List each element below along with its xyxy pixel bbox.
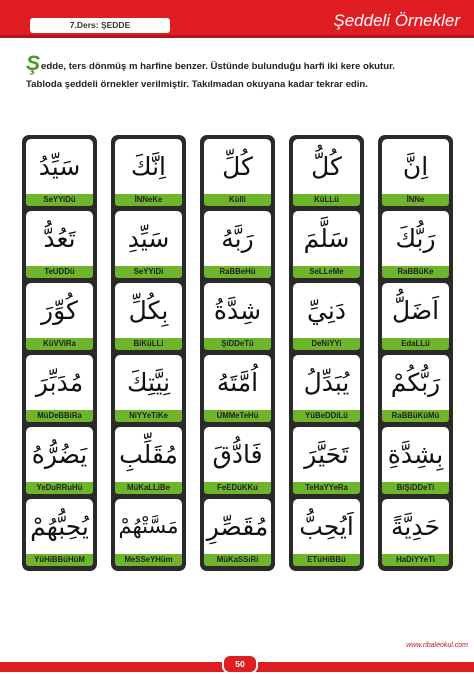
example-card (293, 355, 360, 422)
arabic-word: بِكُلِّ (128, 296, 169, 325)
arabic-word: كُلِّ (222, 152, 253, 181)
arabic-word: مَسَّتْهُمْ (118, 514, 179, 538)
arabic-word: بِشِدَّةِ (387, 440, 444, 469)
example-card (382, 139, 449, 206)
example-column-3 (200, 135, 275, 571)
example-card (382, 211, 449, 278)
page-title: Şeddeli Örnekler (333, 11, 460, 30)
arabic-word: سَيِّدِ (127, 224, 170, 253)
example-card (115, 139, 182, 206)
example-column-5 (378, 135, 453, 571)
arabic-word: رَبُّكَ (395, 224, 436, 253)
example-card (115, 499, 182, 566)
example-card (115, 283, 182, 350)
arabic-word: رَبُّكُمْ (390, 368, 441, 397)
example-card (115, 427, 182, 494)
example-card (26, 499, 93, 566)
example-card (204, 355, 271, 422)
example-card (293, 427, 360, 494)
example-card (204, 283, 271, 350)
transliteration-label: YeDuRRuHü (26, 482, 93, 494)
instruction-line-2: Tabloda şeddeli örnekler verilmiştir. Takılmadan okuyana kadar tekrar edin. (26, 79, 368, 90)
example-column-4 (289, 135, 364, 571)
arabic-word: اِنَّ (402, 152, 429, 181)
transliteration-label: SeYYiDi (115, 266, 182, 278)
transliteration-label: MeSSeYHüm (115, 554, 182, 566)
example-card (115, 355, 182, 422)
example-card (293, 283, 360, 350)
transliteration-label: TeHaYYeRa (293, 482, 360, 494)
transliteration-label: SeYYiDü (26, 194, 93, 206)
example-card (293, 499, 360, 566)
example-card (382, 499, 449, 566)
arabic-word: سَيِّدُ (38, 152, 81, 181)
arabic-word: حَدِيَّةً (391, 512, 440, 541)
page-header (0, 0, 474, 38)
instruction-text (26, 52, 456, 94)
example-column-1 (22, 135, 97, 571)
arabic-word: مُدَبِّرَ (35, 368, 84, 397)
example-card (382, 283, 449, 350)
transliteration-label: BiKüLLi (115, 338, 182, 350)
transliteration-label: RaBBüKüMü (382, 410, 449, 422)
arabic-word: مُقَصِّرِ (206, 512, 269, 541)
transliteration-label: RaBBüKe (382, 266, 449, 278)
example-card (26, 355, 93, 422)
arabic-word: فَادُّقَ (212, 440, 263, 469)
arabic-word: اُمَّتَهُ (216, 368, 259, 397)
example-card (26, 283, 93, 350)
arabic-word: سَلَّمَ (303, 224, 350, 253)
example-card (204, 499, 271, 566)
transliteration-label: HaDiYYeTi (382, 554, 449, 566)
arabic-word: دَنِيِّ (307, 296, 346, 325)
arabic-word: يَضُرُّهُ (31, 440, 88, 469)
example-card (26, 427, 93, 494)
example-card (26, 139, 93, 206)
transliteration-label: ÜMMeTeHü (204, 410, 271, 422)
transliteration-label: İNNe (382, 194, 449, 206)
example-column-2 (111, 135, 186, 571)
arabic-word: مُقَلِّبِ (119, 440, 178, 469)
example-card (293, 139, 360, 206)
lesson-label: 7.Ders: ŞEDDE (30, 18, 170, 33)
transliteration-label: ŞiDDeTü (204, 338, 271, 350)
transliteration-label: MüKaSSıRi (204, 554, 271, 566)
arabic-word: اَيُحِبُّ (299, 512, 354, 541)
example-card (382, 427, 449, 494)
arabic-word: يُبَدِّلُ (303, 368, 350, 397)
dropcap-letter: Ş (26, 52, 41, 75)
example-card (293, 211, 360, 278)
transliteration-label: BiŞiDDeTi (382, 482, 449, 494)
website-url: www.ribaleokul.com (406, 642, 468, 649)
transliteration-label: EdaLLü (382, 338, 449, 350)
arabic-word: اَضَلُّ (391, 296, 440, 325)
transliteration-label: YüBeDDiLü (293, 410, 360, 422)
page-number: 50 (222, 654, 258, 674)
arabic-word: كُوِّرَ (41, 296, 78, 325)
arabic-word: شِدَّةُ (213, 296, 262, 325)
transliteration-label: DeNiYYi (293, 338, 360, 350)
arabic-word: تَعُدُّ (43, 224, 76, 253)
instruction-line-1: edde, ters dönmüş m harfine benzer. Üstünde bulunduğu harfi iki kere okutur. (41, 61, 395, 72)
arabic-word: تَحَيَّرَ (304, 440, 349, 469)
example-card (204, 139, 271, 206)
transliteration-label: RaBBeHü (204, 266, 271, 278)
example-card (204, 211, 271, 278)
transliteration-label: SeLLeMe (293, 266, 360, 278)
example-card (204, 427, 271, 494)
transliteration-label: NiYYeTiKe (115, 410, 182, 422)
transliteration-label: İNNeKe (115, 194, 182, 206)
arabic-word: رَبَّهُ (221, 224, 254, 253)
transliteration-label: MüKaLLiBe (115, 482, 182, 494)
example-card (382, 355, 449, 422)
transliteration-label: KüVViRa (26, 338, 93, 350)
arabic-word: كُلُّ (311, 152, 342, 181)
arabic-word: يُحِبُّهُمْ (30, 512, 89, 541)
transliteration-label: ETüHiBBü (293, 554, 360, 566)
arabic-word: اِنَّكَ (131, 152, 166, 181)
transliteration-label: Külli (204, 194, 271, 206)
example-card (26, 211, 93, 278)
example-card (115, 211, 182, 278)
transliteration-label: TeUDDü (26, 266, 93, 278)
transliteration-label: YüHiBBüHüM (26, 554, 93, 566)
transliteration-label: KüLLü (293, 194, 360, 206)
transliteration-label: FeEDüKKu (204, 482, 271, 494)
transliteration-label: MüDeBBiRa (26, 410, 93, 422)
arabic-word: نِيَّتِكَ (126, 368, 171, 397)
